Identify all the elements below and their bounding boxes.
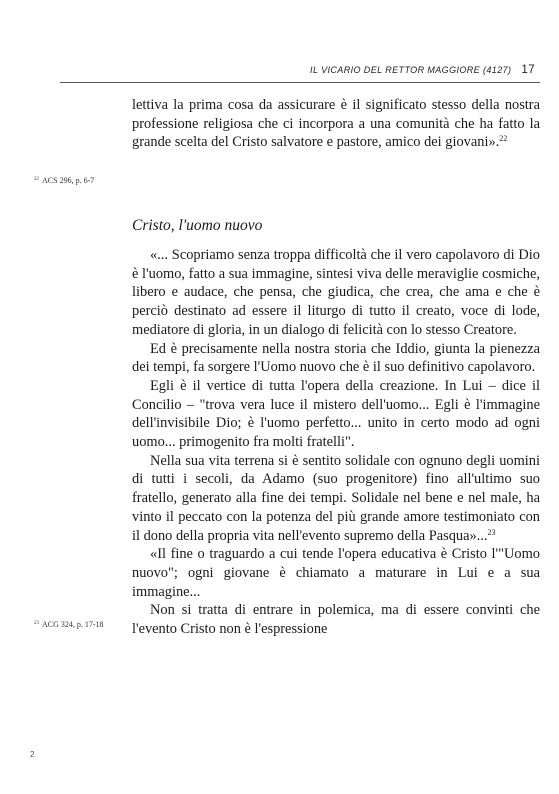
section-title: Cristo, l'uomo nuovo	[132, 217, 263, 234]
footnote-number: 23	[34, 621, 39, 626]
page-number: 17	[521, 64, 535, 76]
paragraph	[132, 601, 540, 638]
footnote-number: 22	[34, 177, 39, 182]
main-text-block	[132, 246, 540, 639]
footnote-ref-23: 23	[487, 527, 496, 537]
paragraph	[132, 377, 540, 452]
intro-paragraph-block	[132, 96, 540, 152]
footnote-text: ACG 324, p. 17-18	[42, 620, 104, 629]
header-rule	[60, 82, 540, 83]
paragraph-text: Ed è precisamente nella nostra storia che Iddio, giunta la pienezza dei tempi, fa sorgere l'Uomo nuovo che è il suo definitivo capolavoro.	[132, 340, 540, 376]
paragraph-text: Nella sua vita terrena si è sentito solidale con ognuno degli uomini di tutti i secoli, da Adamo (suo progenitore) fino all'ultimo suo fratello, generato alla fine dei tempi. Solidale nel bene e nel male, ha vinto il peccato con la potenza del più grande amore testimoniato con il dono della propria vita nell'evento supremo della Pasqua»...	[132, 452, 540, 544]
page-mark: 2	[30, 750, 35, 759]
margin-footnote-23	[34, 620, 104, 629]
paragraph	[132, 452, 540, 546]
footnote-ref-22: 22	[499, 134, 508, 144]
paragraph-text: «Il fine o traguardo a cui tende l'opera educativa è Cristo l'"Uomo nuovo"; ogni giovane è chiamato a maturare in Lui e a sua immagine...	[132, 546, 540, 600]
intro-paragraph-text: lettiva la prima cosa da assicurare è il significato stesso della nostra professione religiosa che ci incorpora a una comunità che ha fatto la grande scelta del Cristo salvatore e pastore, amico dei giovani».	[132, 97, 540, 151]
paragraph	[132, 340, 540, 377]
intro-paragraph	[132, 96, 540, 152]
footnote-text: ACS 296, p. 6-7	[42, 176, 95, 185]
paragraph	[132, 545, 540, 601]
running-header	[310, 64, 535, 76]
paragraph-text: Non si tratta di entrare in polemica, ma di essere convinti che l'evento Cristo non è l'espressione	[132, 602, 540, 638]
running-title: IL VICARIO DEL RETTOR MAGGIORE (4127)	[310, 65, 512, 75]
paragraph-text: «... Scopriamo senza troppa difficoltà che il vero capolavoro di Dio è l'uomo, fatto a sua immagine, sintesi viva delle meraviglie cosmiche, libero e audace, che pensa, che giudica, che crea, che ama e che è perciò destinato ad essere il liturgo di tutto il creato, voce di lode, mediatore di gloria, in un dialogo di felicità con lo stesso Creatore.	[132, 247, 540, 338]
paragraph	[132, 246, 540, 340]
margin-footnote-22	[34, 176, 94, 185]
paragraph-text: Egli è il vertice di tutta l'opera della creazione. In Lui – dice il Concilio – "trova vera luce il mistero dell'uomo... Egli è l'immagine dell'invisibile Dio; è l'uomo perfetto... unito in certo modo ad ogni uomo... primogenito fra molti fratelli".	[132, 377, 540, 451]
